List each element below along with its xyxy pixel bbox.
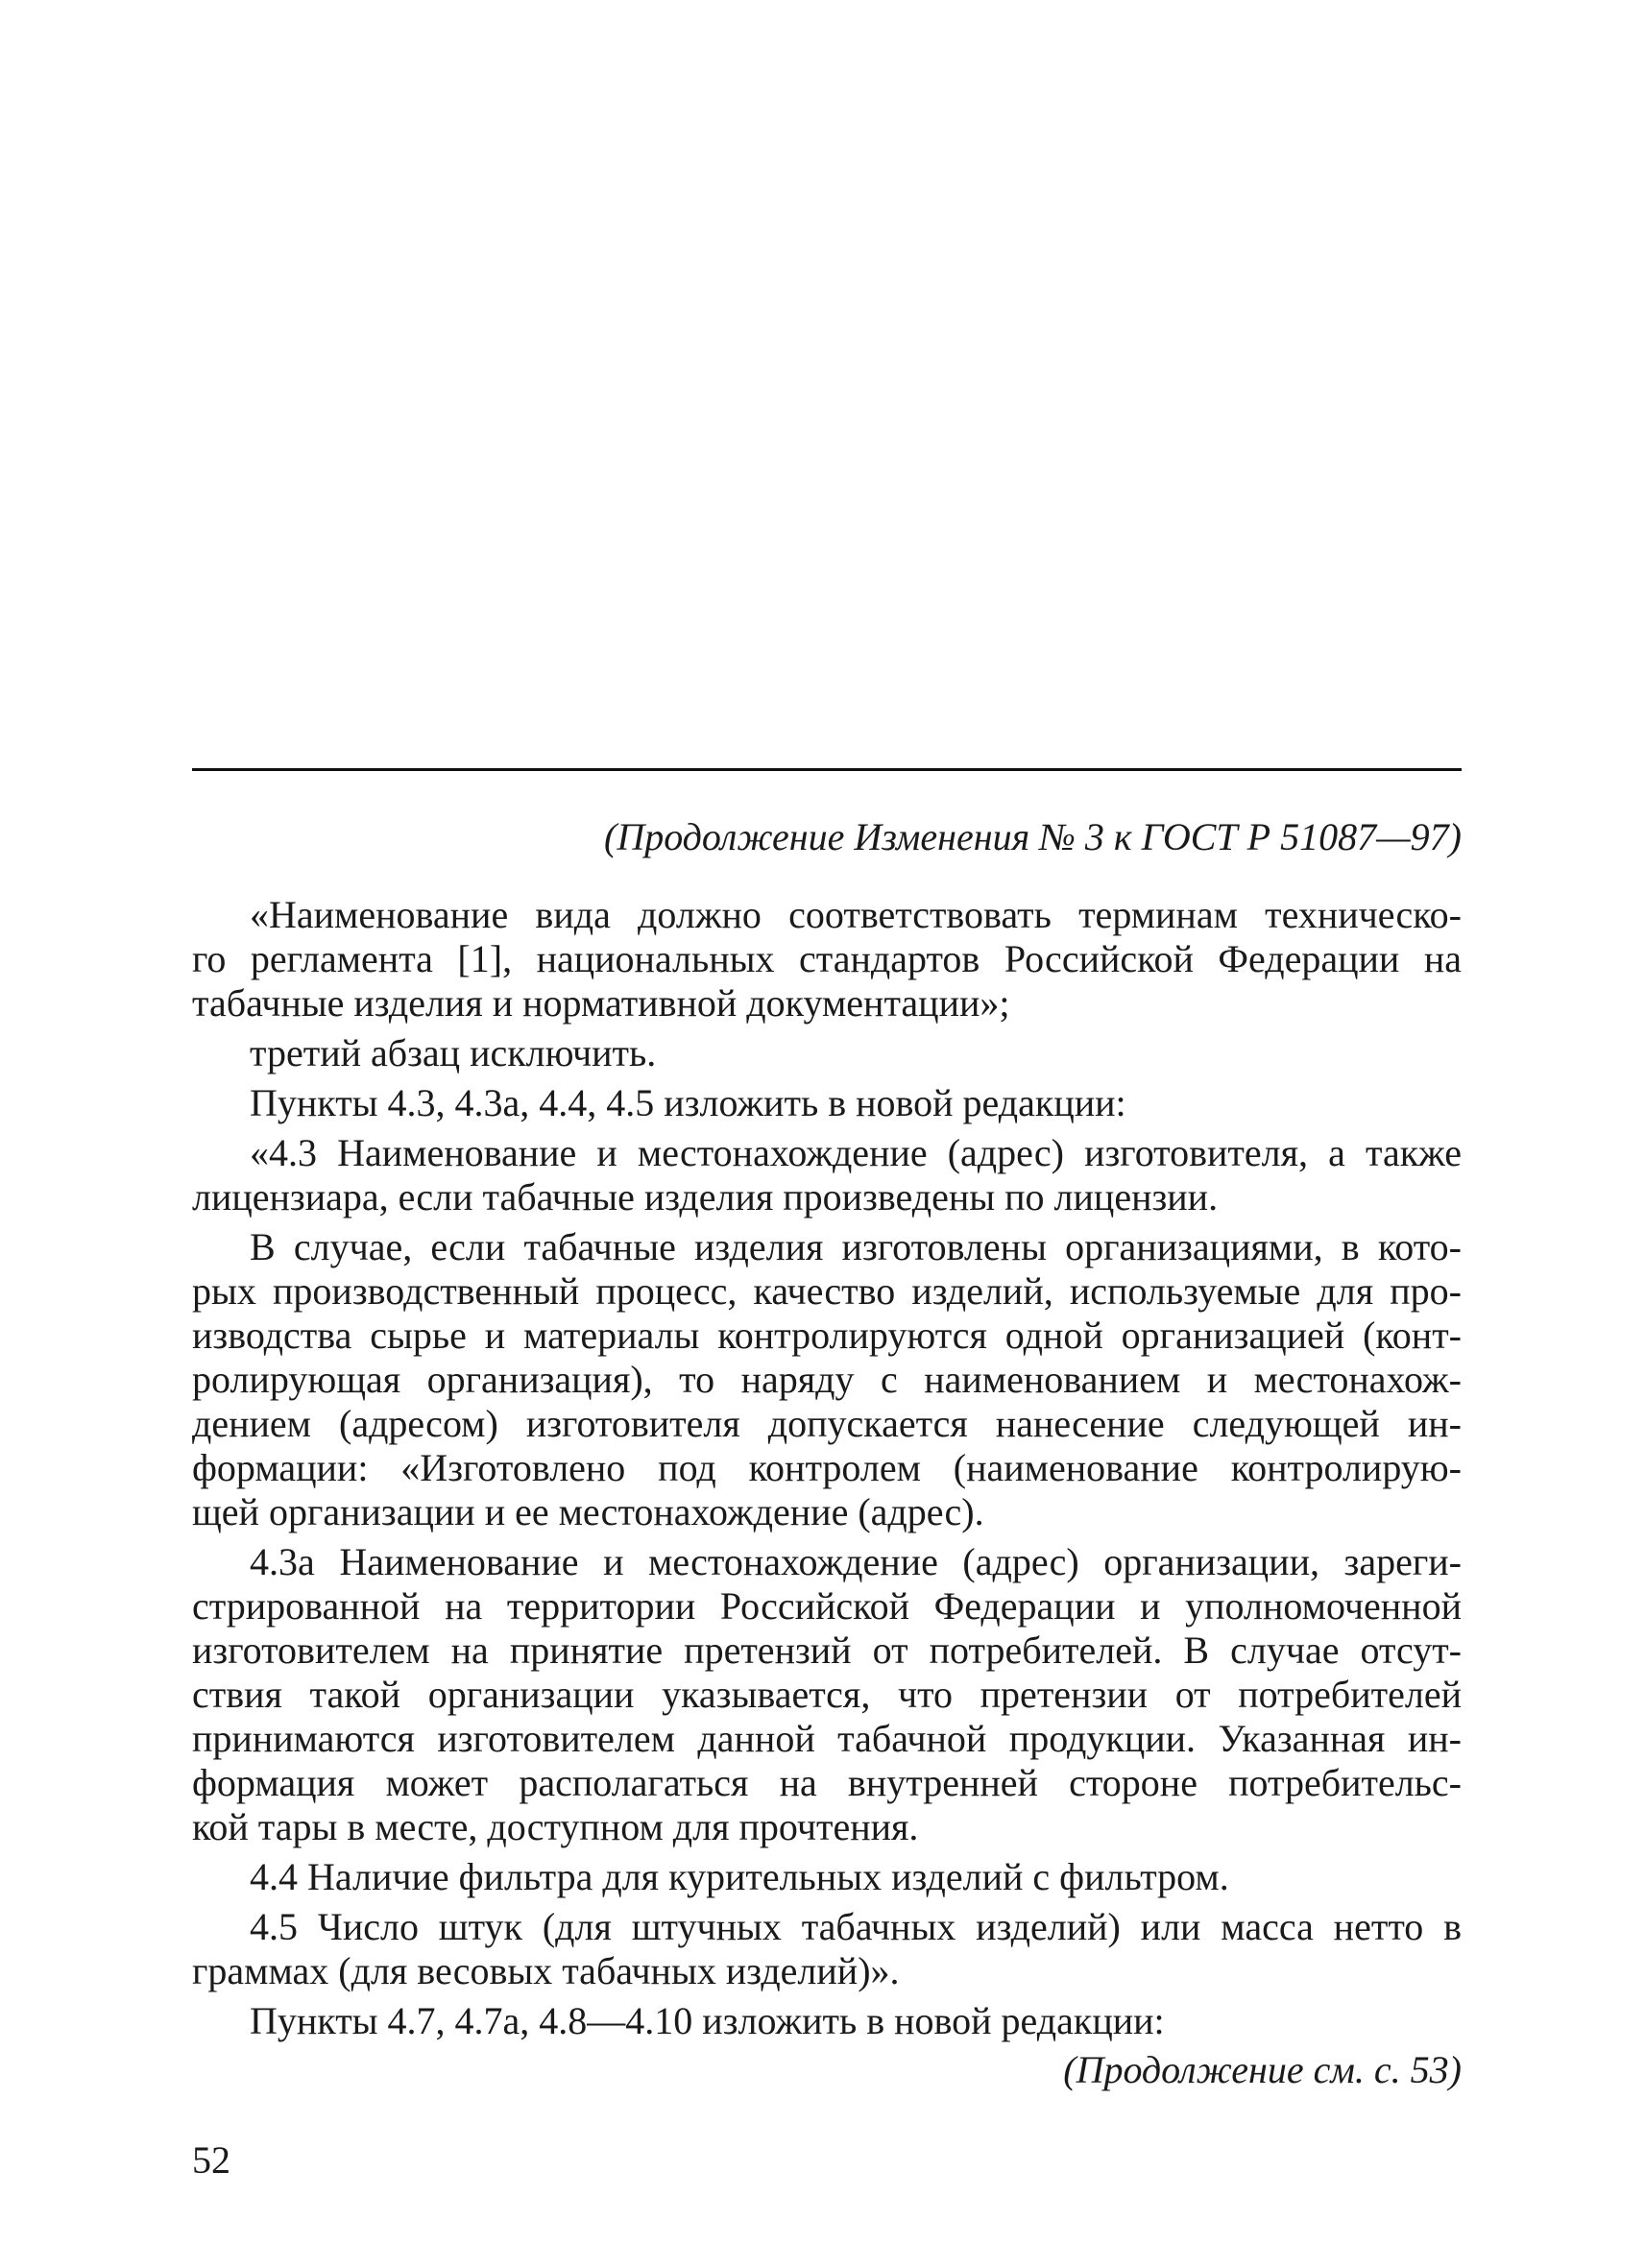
text-line: формация может располагаться на внутренней стороне потребительс- bbox=[192, 1761, 1462, 1804]
text-line: «4.3 Наименование и местонахождение (адрес) изготовителя, а также bbox=[250, 1131, 1462, 1174]
text-line: го регламента [1], национальных стандартов Российской Федерации на bbox=[192, 937, 1462, 980]
text-line: Пункты 4.3, 4.3а, 4.4, 4.5 изложить в новой редакции: bbox=[250, 1081, 1126, 1124]
text-line: 4.4 Наличие фильтра для курительных изделий с фильтром. bbox=[250, 1855, 1229, 1898]
text-line: кой тары в месте, доступном для прочтения. bbox=[192, 1805, 919, 1848]
paragraph bbox=[192, 1225, 1462, 1534]
text-line: стрированной на территории Российской Федерации и уполномоченной bbox=[192, 1584, 1462, 1628]
text-line: изготовителем на принятие претензий от потребителей. В случае отсут- bbox=[192, 1629, 1462, 1672]
text-line: 4.3а Наименование и местонахождение (адрес) организации, зареги- bbox=[250, 1540, 1462, 1583]
paragraph bbox=[192, 1540, 1462, 1849]
text-line: ролирующая организация), то наряду с наименованием и местонахож- bbox=[192, 1358, 1462, 1401]
paragraph bbox=[192, 893, 1462, 1025]
text-line: изводства сырье и материалы контролируются одной организацией (конт- bbox=[192, 1314, 1462, 1357]
text-line: дением (адресом) изготовителя допускается нанесение следующей ин- bbox=[192, 1402, 1462, 1445]
text-line: третий абзац исключить. bbox=[250, 1031, 657, 1074]
document-body bbox=[192, 893, 1462, 2043]
paragraph bbox=[192, 1131, 1462, 1219]
text-line: принимаются изготовителем данной табачной продукции. Указанная ин- bbox=[192, 1717, 1462, 1760]
text-line: Пункты 4.7, 4.7а, 4.8—4.10 изложить в новой редакции: bbox=[250, 1999, 1165, 2042]
text-line: формации: «Изготовлено под контролем (наименование контролирую- bbox=[192, 1446, 1462, 1489]
top-divider-rule bbox=[192, 768, 1462, 771]
paragraph bbox=[192, 1999, 1462, 2043]
text-line: ствия такой организации указывается, что претензии от потребителей bbox=[192, 1673, 1462, 1716]
text-line: лицензиара, если табачные изделия произведены по лицензии. bbox=[192, 1175, 1219, 1218]
paragraph bbox=[192, 1081, 1462, 1125]
continuation-note: (Продолжение см. с. 53) bbox=[1063, 2048, 1462, 2091]
continuation-header: (Продолжение Изменения № 3 к ГОСТ Р 51087—97) bbox=[604, 815, 1462, 858]
text-line: щей организации и ее местонахождение (адрес). bbox=[192, 1490, 984, 1533]
text-line: «Наименование вида должно соответствовать терминам техническо- bbox=[250, 893, 1462, 936]
text-line: табачные изделия и нормативной документации»; bbox=[192, 981, 1010, 1025]
page-number: 52 bbox=[192, 2138, 230, 2182]
text-line: граммах (для весовых табачных изделий)». bbox=[192, 1949, 900, 1992]
text-line: 4.5 Число штук (для штучных табачных изделий) или масса нетто в bbox=[250, 1905, 1462, 1948]
paragraph bbox=[192, 1855, 1462, 1899]
text-line: рых производственный процесс, качество изделий, используемые для про- bbox=[192, 1269, 1462, 1313]
paragraph bbox=[192, 1905, 1462, 1993]
text-line: В случае, если табачные изделия изготовлены организациями, в кото- bbox=[250, 1225, 1462, 1268]
paragraph bbox=[192, 1031, 1462, 1075]
